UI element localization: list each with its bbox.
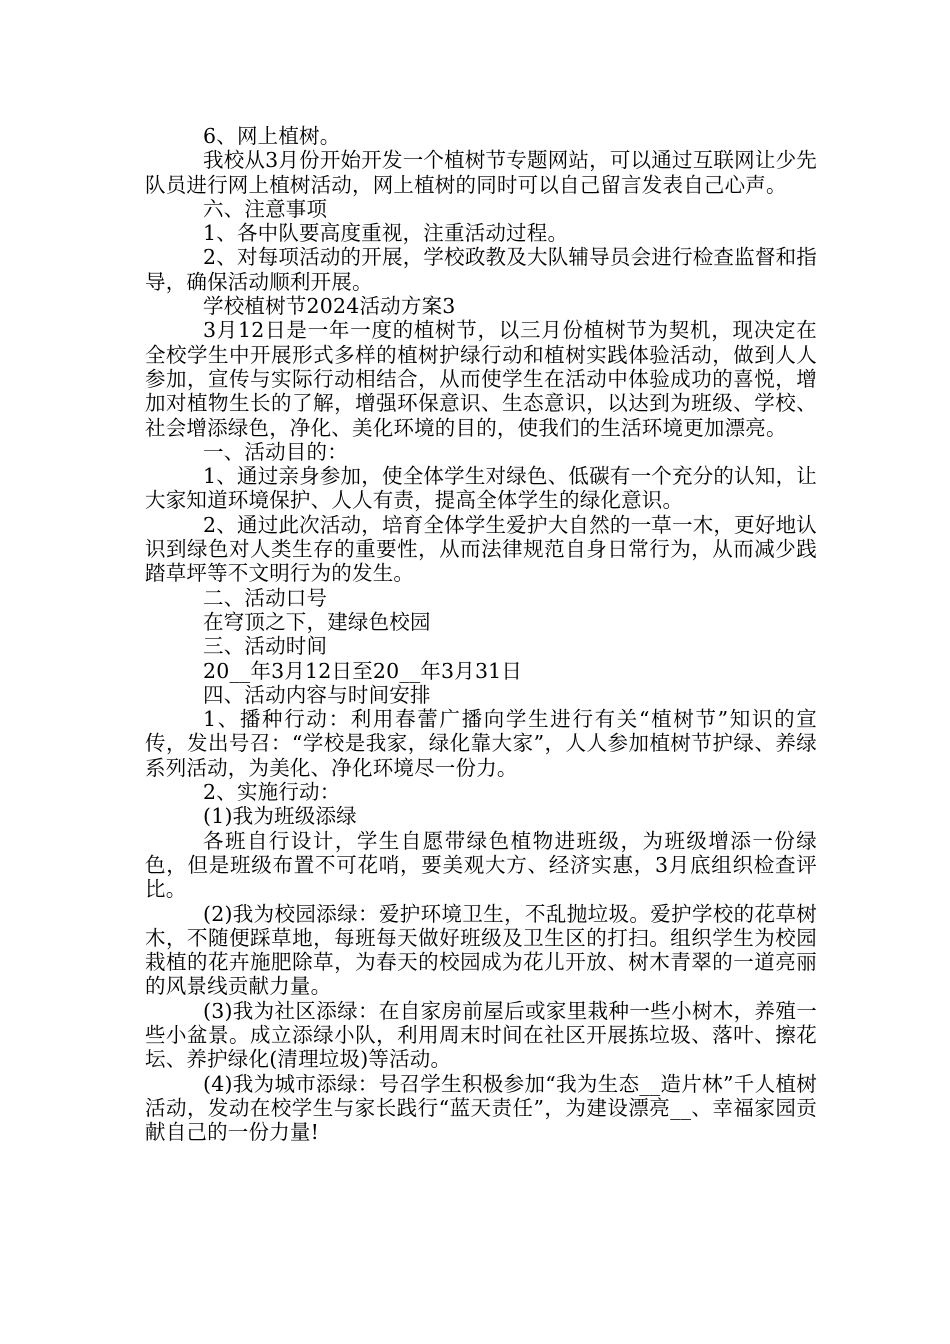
section-heading: 四、活动内容与时间安排: [203, 682, 431, 707]
section-heading: 一、活动目的：: [203, 439, 348, 464]
paragraph: 2、通过此次活动，培育全体学生爱护大自然的一草一木，更好地认识到绿色对人类生存的重要性，从而法律规范自身日常行为，从而减少践踏草坪等不文明行为的发生。: [145, 512, 817, 586]
paragraph: 3月12日是一年一度的植树节，以三月份植树节为契机，现决定在全校学生中开展形式多样的植树护绿行动和植树实践体验活动，做到人人参加，宣传与实际行动相结合，从而使学生在活动中体验成功的喜悦，增加对植物生长的了解，增强环保意识、生态意识，以达到为班级、学校、社会增添绿色，净化、美化环境的目的，使我们的生活环境更加漂亮。: [145, 318, 817, 440]
section-heading: 六、注意事项: [203, 196, 328, 221]
document-subtitle: 学校植树节2024活动方案3: [203, 294, 456, 319]
paragraph: 1、播种行动：利用春蕾广播向学生进行有关“植树节”知识的宣传，发出号召：“学校是我家，绿化靠大家”，人人参加植树节护绿、养绿系列活动，为美化、净化环境尽一份力。: [145, 707, 817, 780]
paragraph: 2、对每项活动的开展，学校政教及大队辅导员会进行检查监督和指导，确保活动顺利开展。: [145, 245, 817, 294]
paragraph: 2、实施行动：: [203, 780, 341, 805]
paragraph: 1、通过亲身参加，使全体学生对绿色、低碳有一个充分的认知，让大家知道环境保护、人人有责，提高全体学生的绿化意识。: [145, 464, 817, 513]
document-body: [145, 124, 817, 1144]
section-heading: 三、活动时间: [203, 634, 328, 659]
paragraph: (4)我为城市添绿：号召学生积极参加“我为生态__造片林”千人植树活动，发动在校学生与家长践行“蓝天责任”，为建设漂亮__、幸福家园贡献自己的一份力量!: [145, 1071, 817, 1145]
paragraph: 1、各中队要高度重视，注重活动过程。: [203, 221, 569, 246]
paragraph: (3)我为社区添绿：在自家房前屋后或家里栽种一些小树木，养殖一些小盆景。成立添绿小队，利用周末时间在社区开展拣垃圾、落叶、擦花坛、养护绿化(清理垃圾)等活动。: [145, 998, 817, 1072]
paragraph: (1)我为班级添绿: [203, 804, 357, 829]
paragraph: (2)我为校园添绿：爱护环境卫生，不乱抛垃圾。爱护学校的花草树木，不随便踩草地，每班每天做好班级及卫生区的打扫。组织学生为校园栽植的花卉施肥除草，为春天的校园成为花儿开放、树木青翠的一道亮丽的风景线贡献力量。: [145, 901, 817, 999]
paragraph: 20__年3月12日至20__年3月31日: [203, 658, 523, 683]
paragraph: 我校从3月份开始开发一个植树节专题网站，可以通过互联网让少先队员进行网上植树活动，网上植树的同时可以自己留言发表自己心声。: [145, 148, 817, 197]
paragraph: 6、网上植树。: [203, 124, 341, 148]
section-heading: 二、活动口号: [203, 585, 328, 610]
paragraph: 在穹顶之下，建绿色校园: [203, 609, 431, 634]
paragraph: 各班自行设计，学生自愿带绿色植物进班级，为班级增添一份绿色，但是班级布置不可花哨，要美观大方、经济实惠，3月底组织检查评比。: [145, 828, 817, 902]
